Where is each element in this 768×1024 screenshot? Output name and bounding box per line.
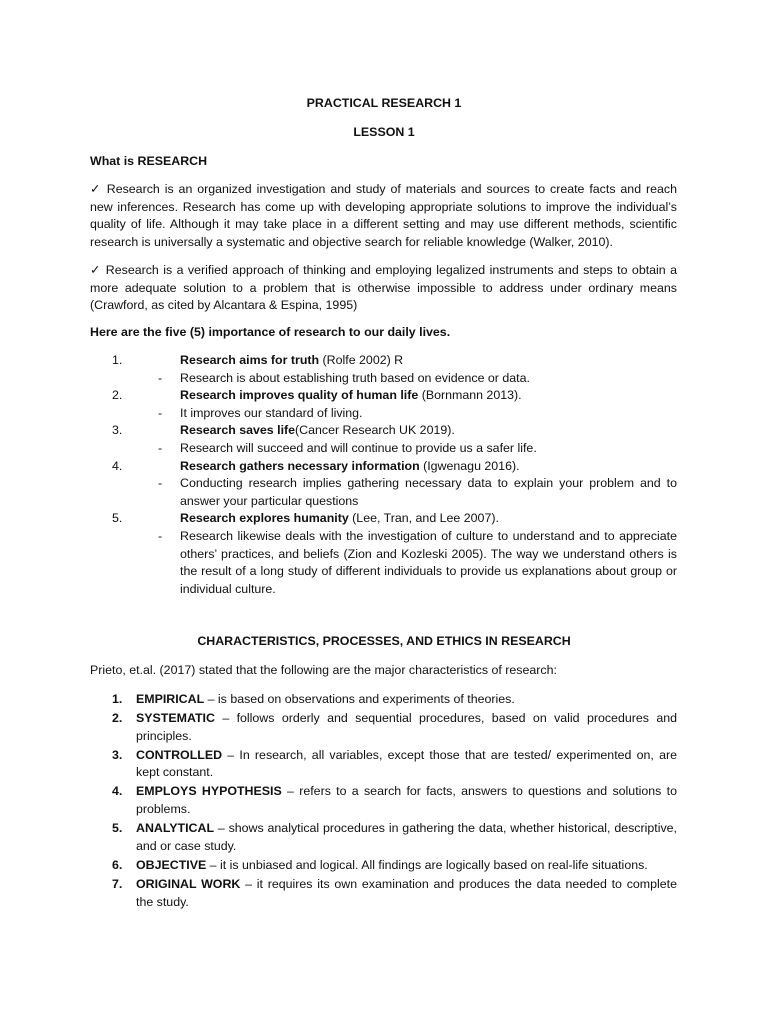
characteristics-section-title: CHARACTERISTICS, PROCESSES, AND ETHICS IN RESEARCH — [197, 634, 571, 648]
importance-item — [90, 352, 677, 370]
description-text: Research is about establishing truth based on evidence or data. — [180, 370, 530, 385]
document-title: PRACTICAL RESEARCH 1 — [306, 96, 462, 110]
importance-description — [90, 475, 677, 510]
characteristic-term: ORIGINAL WORK — [136, 876, 241, 891]
paragraph-definition-2: ✓ Research is a verified approach of thinking and employing legalized instruments and steps to obtain a more adequate solution to a problem that is otherwise impossible to address under ordinary means (Crawford, as cited by Alcantara & Espina, 1995) — [90, 263, 677, 313]
characteristic-definition: – is based on observations and experiments of theories. — [204, 692, 515, 706]
characteristic-item — [90, 691, 677, 709]
item-number: 3. — [112, 747, 123, 762]
item-title: Research improves quality of human life — [180, 388, 419, 403]
importance-description — [90, 405, 677, 423]
characteristic-term: ANALYTICAL — [136, 821, 215, 836]
dash-bullet: - — [158, 528, 163, 543]
characteristic-term: EMPIRICAL — [136, 692, 205, 706]
characteristic-definition: – In research, all variables, except those that are tested/ experimented on, are kept constant. — [136, 747, 677, 780]
importance-item — [90, 387, 677, 405]
characteristic-item — [90, 857, 677, 875]
dash-bullet: - — [158, 370, 163, 385]
characteristics-intro: Prieto, et.al. (2017) stated that the following are the major characteristics of research: — [90, 663, 557, 677]
characteristic-item — [90, 747, 677, 782]
characteristic-definition: – it requires its own examination and produces the data needed to complete the study. — [136, 876, 677, 909]
item-number: 4. — [112, 458, 123, 473]
characteristic-definition: – follows orderly and sequential procedures, based on valid procedures and principles. — [136, 711, 677, 743]
item-number: 1. — [112, 353, 123, 367]
item-number: 1. — [112, 692, 123, 706]
item-citation: (Lee, Tran, and Lee 2007). — [348, 511, 499, 526]
characteristic-term: CONTROLLED — [136, 747, 223, 762]
importance-list — [90, 352, 677, 598]
item-citation: (Cancer Research UK 2019). — [295, 423, 455, 438]
item-number: 5. — [112, 511, 123, 526]
item-number: 3. — [112, 423, 123, 438]
importance-description — [90, 440, 677, 458]
description-text: Research will succeed and will continue to provide us a safer life. — [180, 440, 537, 455]
characteristic-definition: – it is unbiased and logical. All findings are logically based on real-life situations. — [206, 857, 648, 872]
characteristic-term: OBJECTIVE — [136, 857, 207, 872]
item-citation: (Bornmann 2013). — [418, 388, 522, 403]
item-number: 4. — [112, 784, 123, 799]
importance-description — [90, 370, 677, 388]
item-number: 2. — [112, 711, 123, 726]
paragraph-definition-1: ✓ Research is an organized investigation and study of materials and sources to create facts and reach new inferences. Research has come up with developing appropriate solutions to improve the individual’s quality of life. Although it may take place in a different setting and may use different methods, scientific research is universally a systematic and objective search for reliable knowledge (Walker, 2010). — [90, 182, 677, 249]
item-number: 7. — [112, 876, 123, 891]
characteristic-definition: – refers to a search for facts, answers to questions and solutions to problems. — [136, 784, 677, 817]
importance-description — [90, 528, 677, 598]
characteristic-item — [90, 710, 677, 745]
importance-item — [90, 510, 677, 528]
importance-heading: Here are the five (5) importance of research to our daily lives. — [90, 325, 451, 339]
characteristic-term: SYSTEMATIC — [136, 711, 215, 726]
item-title: Research explores humanity — [180, 511, 349, 526]
item-citation: (Rolfe 2002) R — [319, 353, 404, 367]
characteristic-item — [90, 820, 677, 855]
dash-bullet: - — [158, 405, 163, 420]
characteristic-term: EMPLOYS HYPOTHESIS — [136, 784, 282, 799]
description-text: Conducting research implies gathering necessary data to explain your problem and to answer your particular questions — [180, 476, 677, 508]
characteristic-item — [90, 876, 677, 911]
item-title: Research gathers necessary information — [180, 458, 420, 473]
dash-bullet: - — [158, 476, 163, 491]
importance-item — [90, 422, 677, 440]
item-title: Research aims for truth — [180, 353, 320, 367]
lesson-label: LESSON 1 — [353, 125, 415, 139]
characteristic-item — [90, 783, 677, 818]
importance-item — [90, 458, 677, 476]
item-number: 2. — [112, 388, 123, 403]
item-citation: (Igwenagu 2016). — [419, 458, 520, 473]
item-number: 6. — [112, 857, 123, 872]
characteristic-definition: – shows analytical procedures in gathering the data, whether historical, descriptive, and or case study. — [136, 821, 677, 853]
description-text: Research likewise deals with the investigation of culture to understand and to appreciate others’ practices, and beliefs (Zion and Kozleski 2005). The way we understand others is the result of a long study of different individuals to provide us explanations about group or individual culture. — [180, 528, 677, 596]
item-title: Research saves life — [180, 423, 296, 438]
dash-bullet: - — [158, 440, 163, 455]
section-heading: What is RESEARCH — [90, 154, 208, 168]
characteristics-list — [90, 691, 677, 913]
item-number: 5. — [112, 821, 123, 836]
description-text: It improves our standard of living. — [180, 405, 363, 420]
